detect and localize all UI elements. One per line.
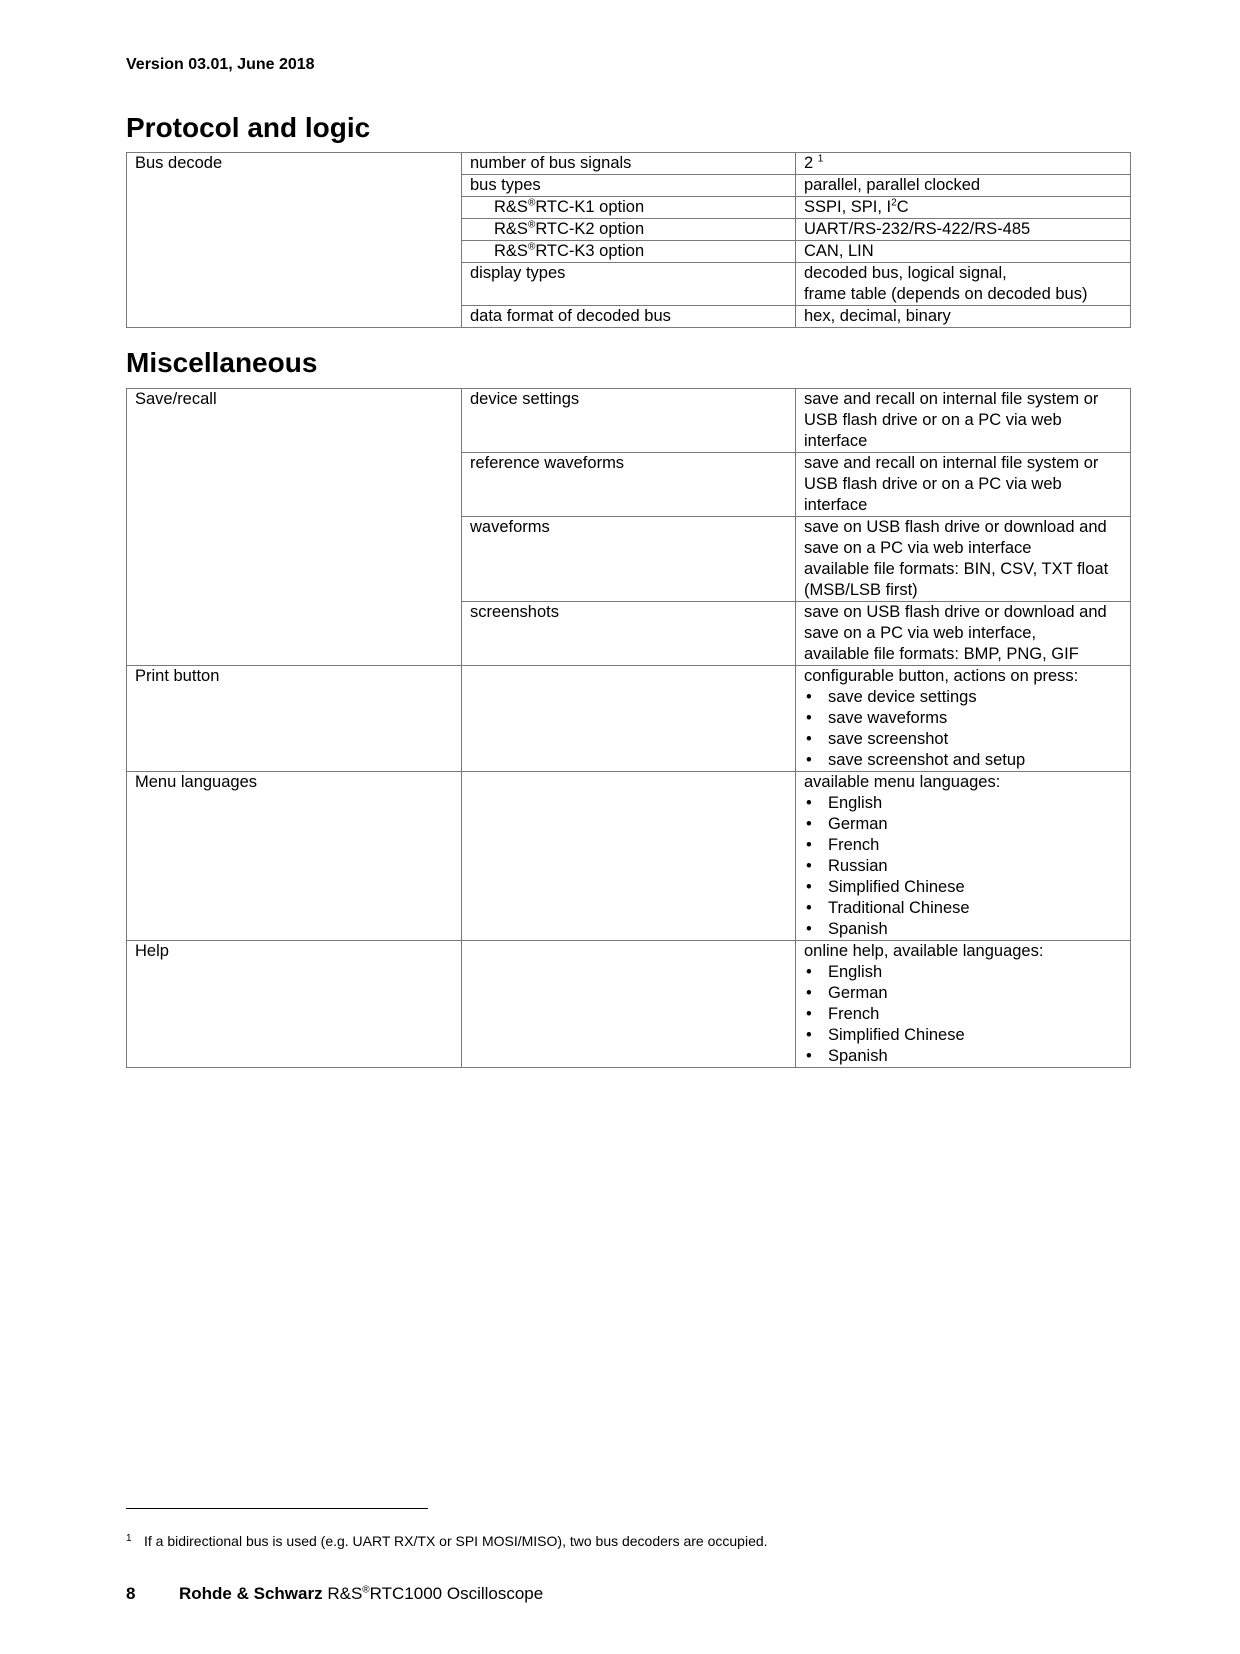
footnote-ref: 1 <box>817 153 824 165</box>
list-item: • save screenshot <box>804 729 1122 750</box>
spec-label-k1-option: R&S®RTC-K1 option <box>462 197 796 219</box>
list-item: • German <box>804 814 1122 835</box>
version-header: Version 03.01, June 2018 <box>126 56 315 73</box>
list-item: • French <box>804 835 1122 856</box>
spec-label: reference waveforms <box>462 453 796 517</box>
list-item: • Traditional Chinese <box>804 898 1122 919</box>
spec-label-empty <box>462 941 796 1068</box>
page-footer <box>126 1584 543 1604</box>
footnote-divider <box>126 1508 428 1509</box>
spec-value: save and recall on internal file system or USB flash drive or on a PC via web interface <box>796 389 1131 453</box>
spec-label-k2-option: R&S®RTC-K2 option <box>462 219 796 241</box>
menu-languages-list <box>804 793 1122 940</box>
spec-label-empty <box>462 772 796 941</box>
list-item: • Russian <box>804 856 1122 877</box>
list-item: • Spanish <box>804 919 1122 940</box>
spec-value: UART/RS-232/RS-422/RS-485 <box>796 219 1131 241</box>
spec-label: data format of decoded bus <box>462 306 796 328</box>
spec-label: waveforms <box>462 517 796 602</box>
category-print-button: Print button <box>127 666 462 772</box>
list-item: • Spanish <box>804 1046 1122 1067</box>
section-title-protocol: Protocol and logic <box>126 112 371 143</box>
section-title-miscellaneous: Miscellaneous <box>126 347 318 378</box>
spec-value: save on USB flash drive or download and save on a PC via web interface available file formats: BIN, CSV, TXT float (MSB/LSB first) <box>796 517 1131 602</box>
footnote-mark: 1 <box>126 1533 132 1544</box>
help-languages-list <box>804 962 1122 1067</box>
brand-name: Rohde & Schwarz <box>179 1584 323 1603</box>
category-help: Help <box>127 941 462 1068</box>
list-item: • Simplified Chinese <box>804 877 1122 898</box>
list-item: • Simplified Chinese <box>804 1025 1122 1046</box>
spec-label: bus types <box>462 175 796 197</box>
spec-label: display types <box>462 263 796 306</box>
category-menu-languages: Menu languages <box>127 772 462 941</box>
spec-value: configurable button, actions on press: • save device settings • save waveforms • save screenshot • save screenshot and setup <box>796 666 1131 772</box>
list-item: • save screenshot and setup <box>804 750 1122 771</box>
spec-label-k3-option: R&S®RTC-K3 option <box>462 241 796 263</box>
spec-value: available menu languages: • English • German • French • Russian • Simplified Chinese • Traditional Chinese • Spanish <box>796 772 1131 941</box>
spec-value: SSPI, SPI, $I^2C$ <box>796 197 1131 219</box>
list-item: • French <box>804 1004 1122 1025</box>
spec-value <box>796 153 1131 175</box>
table-row <box>127 666 1131 772</box>
spec-value: CAN, LIN <box>796 241 1131 263</box>
category-bus-decode: Bus decode <box>127 153 462 328</box>
product-name: R&S®RTC1000 Oscilloscope <box>327 1584 544 1603</box>
list-item: • German <box>804 983 1122 1004</box>
spec-label: screenshots <box>462 602 796 666</box>
bus-signals-value: 2 <box>804 154 814 172</box>
spec-value: hex, decimal, binary <box>796 306 1131 328</box>
spec-label: device settings <box>462 389 796 453</box>
list-item: • English <box>804 962 1122 983</box>
table-row <box>127 389 1131 453</box>
protocol-spec-table <box>126 152 1131 328</box>
spec-value: save on USB flash drive or download and save on a PC via web interface, available file formats: BMP, PNG, GIF <box>796 602 1131 666</box>
spec-label-empty <box>462 666 796 772</box>
spec-value: decoded bus, logical signal, frame table (depends on decoded bus) <box>796 263 1131 306</box>
category-save-recall: Save/recall <box>127 389 462 666</box>
list-item: • English <box>804 793 1122 814</box>
misc-spec-table <box>126 388 1131 1068</box>
table-row <box>127 772 1131 941</box>
table-row <box>127 153 1131 175</box>
list-item: • save device settings <box>804 687 1122 708</box>
spec-value: parallel, parallel clocked <box>796 175 1131 197</box>
spec-label: number of bus signals <box>462 153 796 175</box>
footnote <box>126 1533 768 1549</box>
print-actions-list <box>804 687 1122 771</box>
page-number: 8 <box>126 1584 136 1603</box>
footnote-text: If a bidirectional bus is used (e.g. UART RX/TX or SPI MOSI/MISO), two bus decoders are occupied. <box>144 1533 768 1549</box>
spec-value: save and recall on internal file system or USB flash drive or on a PC via web interface <box>796 453 1131 517</box>
list-item: • save waveforms <box>804 708 1122 729</box>
spec-value: online help, available languages: • English • German • French • Simplified Chinese • Spanish <box>796 941 1131 1068</box>
table-row <box>127 941 1131 1068</box>
